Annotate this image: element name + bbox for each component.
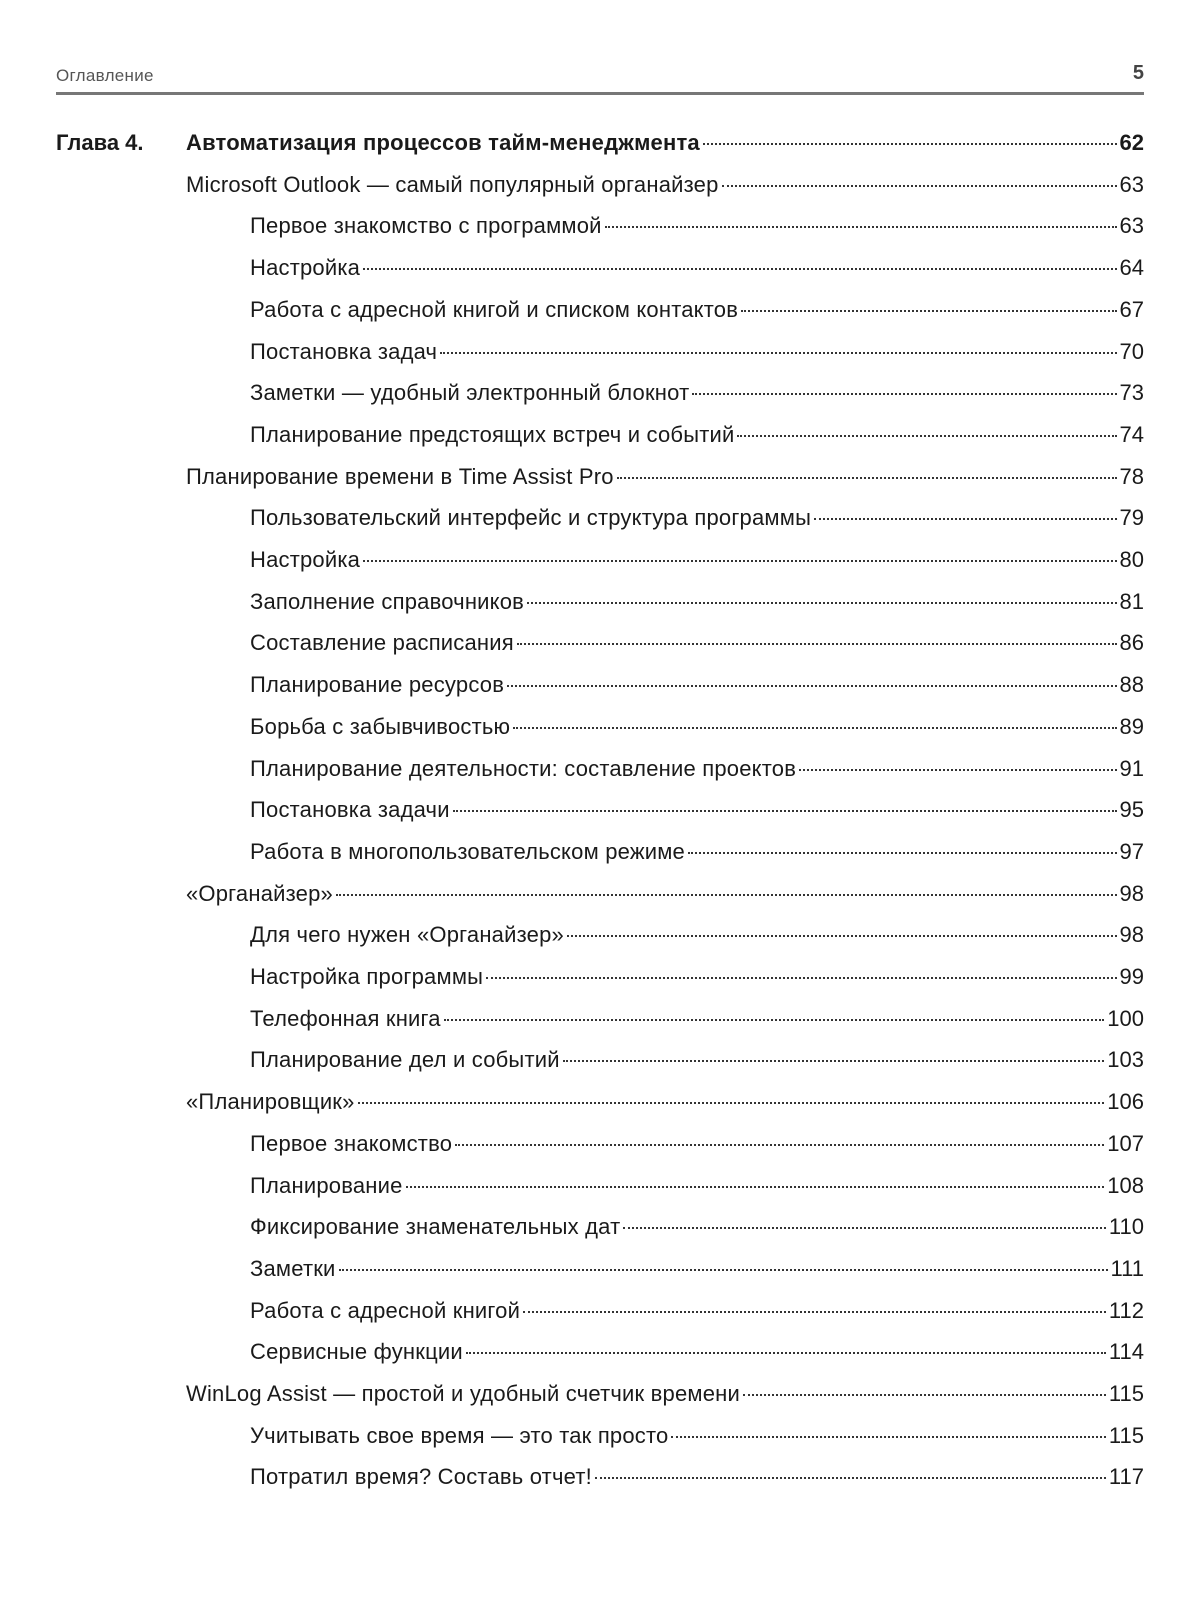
- toc-subsection-row[interactable]: [56, 752, 1144, 786]
- toc-entry-page: 80: [1119, 547, 1144, 572]
- toc-subsection-row[interactable]: [56, 1169, 1144, 1203]
- toc-entry-page: 114: [1108, 1339, 1144, 1365]
- toc-entry-title: Работа в многопользовательском режиме: [250, 838, 685, 864]
- toc-entry-page: 78: [1119, 463, 1144, 489]
- dot-leader: [671, 1436, 1105, 1438]
- toc-entry-title: Сервисные функции: [250, 1339, 463, 1365]
- toc-entry-title: Фиксирование знаменательных дат: [250, 1214, 621, 1240]
- toc-entry-title: Постановка задачи: [250, 797, 450, 823]
- toc-entry-page: 98: [1119, 922, 1144, 948]
- toc-entry-page: 89: [1119, 713, 1144, 739]
- toc-subsection-row[interactable]: [56, 543, 1144, 577]
- toc-entry-title: Первое знакомство с программой: [250, 213, 602, 239]
- dot-leader: [595, 1477, 1106, 1479]
- toc-entry-title: Борьба с забывчивостью: [250, 713, 511, 739]
- toc-subsection-row[interactable]: [56, 918, 1144, 952]
- dot-leader: [741, 310, 1116, 312]
- toc-entry-page: 95: [1119, 797, 1144, 823]
- dot-leader: [623, 1227, 1106, 1229]
- toc-subsection-row[interactable]: [56, 293, 1144, 327]
- toc-entry-title: «Планировщик»: [186, 1089, 355, 1115]
- toc-entry-page: 99: [1119, 964, 1144, 989]
- toc-entry-title: Microsoft Outlook — самый популярный органайзер: [186, 171, 719, 197]
- dot-leader: [358, 1102, 1105, 1104]
- toc-subsection-row[interactable]: [56, 710, 1144, 744]
- toc-entry-title: Потратил время? Составь отчет!: [250, 1464, 592, 1490]
- toc-subsection-row[interactable]: [56, 1419, 1144, 1453]
- toc-entry-title: Планирование времени в Time Assist Pro: [186, 463, 614, 489]
- toc-entry-page: 81: [1119, 588, 1144, 614]
- chapter-page: 62: [1119, 130, 1144, 155]
- toc-entry-page: 88: [1119, 672, 1144, 698]
- toc-subsection-row[interactable]: [56, 418, 1144, 452]
- toc-entry-page: 106: [1107, 1089, 1144, 1115]
- dot-leader: [617, 477, 1117, 479]
- toc-subsection-row[interactable]: [56, 793, 1144, 827]
- toc-entry-title: Заметки: [250, 1255, 336, 1281]
- dot-leader: [567, 935, 1117, 937]
- toc-entry-page: 112: [1108, 1297, 1144, 1323]
- toc-entry-title: Планирование деятельности: составление проектов: [250, 755, 797, 781]
- toc-entry-title: Учитывать свое время — это так просто: [250, 1422, 669, 1448]
- toc-entry-title: Постановка задач: [250, 338, 438, 364]
- page-number: 5: [1132, 62, 1144, 84]
- toc-subsection-row[interactable]: [56, 668, 1144, 702]
- toc-entry-page: 73: [1119, 380, 1144, 406]
- toc-subsection-row[interactable]: [56, 335, 1144, 369]
- toc-entry-title: WinLog Assist — простой и удобный счетчик времени: [186, 1381, 740, 1406]
- toc-entry-title: Составление расписания: [250, 630, 514, 656]
- dot-leader: [523, 1311, 1106, 1313]
- dot-leader: [563, 1060, 1105, 1062]
- toc-entry-title: Планирование: [250, 1172, 403, 1198]
- dot-leader: [466, 1352, 1106, 1354]
- toc-entry-title: Планирование предстоящих встреч и событий: [250, 421, 735, 447]
- toc-entry-page: 111: [1110, 1255, 1144, 1281]
- chapter-label: Глава 4.: [56, 130, 144, 155]
- dot-leader: [605, 226, 1117, 228]
- toc-entry-page: 110: [1108, 1214, 1144, 1240]
- toc-entry-page: 91: [1119, 755, 1144, 781]
- dot-leader: [507, 685, 1116, 687]
- toc-section-row[interactable]: [56, 877, 1144, 911]
- toc-subsection-row[interactable]: [56, 1460, 1144, 1494]
- toc-entry-page: 79: [1119, 505, 1144, 531]
- toc-subsection-row[interactable]: [56, 585, 1144, 619]
- toc-entry-title: Заметки — удобный электронный блокнот: [250, 380, 690, 406]
- toc-entry-page: 98: [1119, 880, 1144, 906]
- toc-entry-title: Настройка: [250, 255, 361, 281]
- toc-subsection-row[interactable]: [56, 1294, 1144, 1328]
- toc-entry-page: 63: [1119, 171, 1144, 197]
- toc-section-row[interactable]: [56, 460, 1144, 494]
- toc-entry-title: «Органайзер»: [186, 880, 333, 906]
- dot-leader: [743, 1394, 1106, 1396]
- dot-leader: [406, 1186, 1105, 1188]
- toc-subsection-row[interactable]: [56, 626, 1144, 660]
- dot-leader: [799, 769, 1116, 771]
- dot-leader: [455, 1144, 1104, 1146]
- toc-subsection-row[interactable]: [56, 251, 1144, 285]
- header-divider: [56, 92, 1144, 95]
- toc-entry-page: 63: [1119, 213, 1144, 239]
- dot-leader: [440, 352, 1116, 354]
- toc-chapter-row[interactable]: [56, 126, 1144, 160]
- toc-entry-page: 107: [1107, 1130, 1144, 1156]
- toc-entry-page: 67: [1119, 296, 1144, 322]
- toc-entry-title: Планирование дел и событий: [250, 1047, 560, 1073]
- dot-leader: [703, 143, 1117, 145]
- toc-entry-title: Первое знакомство: [250, 1130, 453, 1156]
- dot-leader: [517, 643, 1117, 645]
- toc-subsection-row[interactable]: [56, 1127, 1144, 1161]
- toc-subsection-row[interactable]: [56, 1002, 1144, 1036]
- running-header-title: Оглавление: [56, 66, 154, 85]
- dot-leader: [688, 852, 1117, 854]
- dot-leader: [692, 393, 1116, 395]
- toc-entry-page: 74: [1119, 421, 1144, 447]
- dot-leader: [737, 435, 1116, 437]
- toc-entry-page: 86: [1119, 630, 1144, 656]
- page-header: [56, 62, 1144, 102]
- toc-entry-title: Работа с адресной книгой и списком контактов: [250, 296, 739, 322]
- dot-leader: [363, 268, 1116, 270]
- toc-entry-page: 115: [1108, 1422, 1144, 1448]
- toc-entry-page: 103: [1107, 1047, 1144, 1073]
- toc-section-row[interactable]: [56, 168, 1144, 202]
- toc-entry-page: 100: [1107, 1005, 1144, 1031]
- toc-entry-title: Для чего нужен «Органайзер»: [250, 922, 564, 948]
- toc-subsection-row[interactable]: [56, 1252, 1144, 1286]
- dot-leader: [363, 560, 1116, 562]
- toc-subsection-row[interactable]: [56, 960, 1144, 994]
- toc-entry-page: 108: [1107, 1172, 1144, 1198]
- toc-entry-title: Телефонная книга: [250, 1005, 441, 1031]
- dot-leader: [336, 894, 1117, 896]
- dot-leader: [527, 602, 1116, 604]
- toc-subsection-row[interactable]: [56, 501, 1144, 535]
- dot-leader: [453, 810, 1117, 812]
- toc-section-row[interactable]: [56, 1377, 1144, 1411]
- toc-entry-page: 97: [1119, 838, 1144, 864]
- toc-entry-page: 70: [1119, 338, 1144, 364]
- toc-entry-title: Работа с адресной книгой: [250, 1297, 521, 1323]
- toc-entry-title: Пользовательский интерфейс и структура программы: [250, 505, 812, 531]
- toc-entry-page: 64: [1119, 255, 1144, 281]
- toc-entry-title: Планирование ресурсов: [250, 672, 505, 698]
- toc-subsection-row[interactable]: [56, 835, 1144, 869]
- dot-leader: [722, 185, 1117, 187]
- dot-leader: [444, 1019, 1105, 1021]
- toc-entry-page: 117: [1108, 1464, 1144, 1490]
- chapter-title: Автоматизация процессов тайм-менеджмента: [186, 130, 700, 155]
- toc-entry-title: Настройка: [250, 547, 361, 572]
- dot-leader: [513, 727, 1116, 729]
- toc-subsection-row[interactable]: [56, 1210, 1144, 1244]
- toc-subsection-row[interactable]: [56, 1335, 1144, 1369]
- toc-subsection-row[interactable]: [56, 1043, 1144, 1077]
- dot-leader: [339, 1269, 1108, 1271]
- toc-subsection-row[interactable]: [56, 376, 1144, 410]
- toc-entry-title: Настройка программы: [250, 964, 484, 989]
- toc-entry-page: 115: [1108, 1381, 1144, 1406]
- toc-section-row[interactable]: [56, 1085, 1144, 1119]
- dot-leader: [814, 518, 1116, 520]
- toc-entry-title: Заполнение справочников: [250, 588, 525, 614]
- toc-subsection-row[interactable]: [56, 209, 1144, 243]
- dot-leader: [486, 977, 1116, 979]
